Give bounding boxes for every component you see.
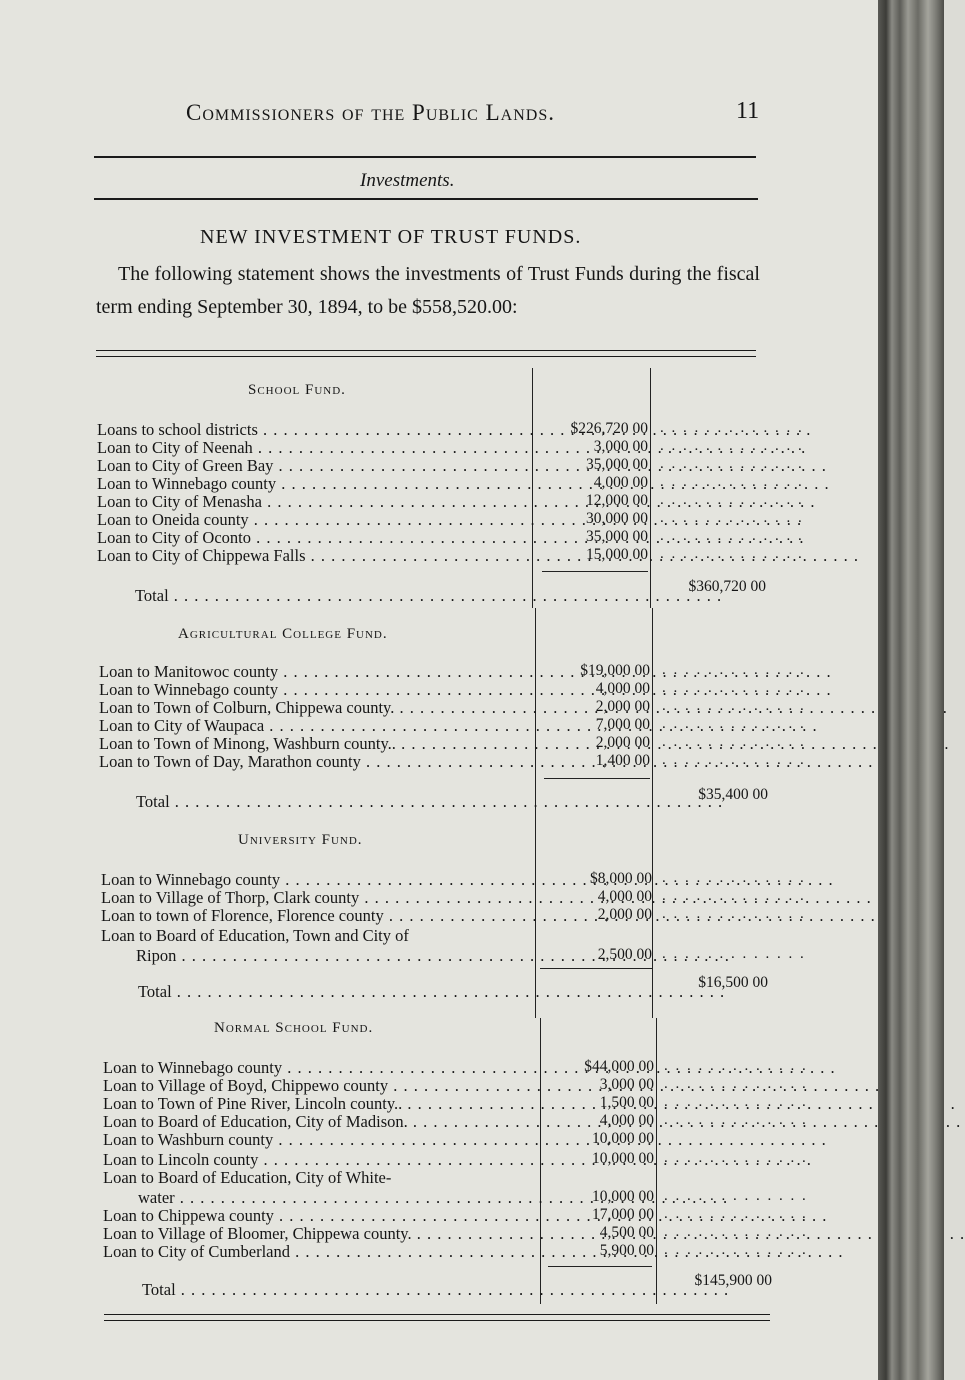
row-amount: $226,720 00 [570, 420, 648, 437]
row-amount: 1,400 00 [595, 752, 650, 769]
row-amount: 4,500 00 [599, 1224, 654, 1241]
table-row [0, 528, 804, 547]
row-dots: . . . . . . . . . . . . . [660, 438, 804, 454]
total-label: Total . . . [138, 982, 532, 1002]
fund-heading-school: School Fund. [248, 382, 346, 398]
table-rule-top-2 [96, 356, 756, 357]
table-row [0, 870, 806, 889]
row-dots: . . . . . . . . . . . . . [664, 1224, 808, 1240]
table-row [0, 734, 806, 753]
subtotal-rule [542, 571, 648, 572]
row-label: Loan to City of Neenah . . . [97, 438, 527, 458]
row-amount: 15,000 00 [586, 546, 648, 563]
row-dots: . . . . . . . . . . . . . [662, 698, 806, 714]
row-label: Loan to Chippewa county . . . [103, 1206, 535, 1226]
row-label: Loan to City of Cumberland . . . [103, 1242, 515, 1262]
row-label: Loan to Board of Education, City of White- [103, 1168, 392, 1187]
row-label: Loan to Manitowoc county . . . [99, 662, 529, 682]
total-label: Total . . . [136, 792, 530, 812]
row-dots: . . . . . . . . . . . . . [664, 1076, 808, 1092]
row-dots: . . . . . . . . . . . . . [662, 752, 806, 768]
row-amount: $8,000 00 [590, 870, 652, 887]
table-row-continuation [0, 1188, 808, 1207]
row-amount: 4,000 00 [595, 680, 650, 697]
row-dots: . . . . . . . . . . . . . [662, 946, 806, 962]
row-dots: . . . . . . . . . . . . . [662, 906, 806, 922]
row-amount: 4,000 00 [599, 1112, 654, 1129]
row-dots: . . . . . . . . . . . . . [662, 870, 806, 886]
row-dots: . . . . . . . . . . . . . [662, 888, 806, 904]
row-amount: 10,000 00 [592, 1188, 654, 1205]
table-row [0, 1094, 808, 1113]
table-rule-bottom-1 [104, 1314, 770, 1315]
row-amount: 2,000 00 [595, 734, 650, 751]
row-amount: 30,000 00 [586, 510, 648, 527]
row-amount: 1,500 00 [599, 1094, 654, 1111]
table-row [0, 438, 804, 457]
row-label: Loan to Town of Minong, Washburn county.. . . . [99, 734, 529, 754]
row-amount: 2,500 00 [597, 946, 652, 963]
row-amount: 10,000 00 [592, 1130, 654, 1147]
row-dots: . . . . . . . . . . . . . [664, 1206, 808, 1222]
table-row [0, 888, 806, 907]
row-label: Loan to Winnebago county . . . [101, 870, 531, 890]
row-label: Loans to school districts . . . [97, 420, 527, 440]
row-amount: 35,000 00 [586, 528, 648, 545]
table-rule-top-1 [96, 350, 756, 351]
row-dots: . . . . . . . . . . . . . [660, 510, 804, 526]
row-dots: . . . . . . . . . . . . . [664, 1058, 808, 1074]
intro-paragraph: The following statement shows the investments of Trust Funds during the fiscal term ending September 30, 1894, to be $558,520.00: [96, 263, 760, 318]
total-amount: $35,400 00 [698, 786, 768, 803]
row-dots: . . . . . . . . . . . . . [660, 474, 804, 490]
row-dots: . . . . . . . . . . . . . [664, 1188, 808, 1204]
row-label: Loan to City of Menasha . . . [97, 492, 527, 512]
row-amount: 4,000 00 [597, 888, 652, 905]
table-row [0, 1168, 780, 1187]
row-dots: . . . . . . . . . . . . . [664, 1112, 808, 1128]
row-dots: . . . . . . . . . . . . . [662, 662, 806, 678]
row-amount: 5,900 00 [599, 1242, 654, 1259]
row-label: Loan to Washburn county . . . [103, 1130, 535, 1150]
row-label: Loan to Winnebago county . . . [103, 1058, 535, 1078]
table-row [0, 1150, 808, 1169]
row-amount: 4,000 00 [593, 474, 648, 491]
row-dots: . . . . . . . . . . . . . [660, 528, 804, 544]
row-label: Loan to City of Waupaca . . . [99, 716, 529, 736]
total-amount: $360,720 00 [688, 578, 766, 595]
table-row [0, 1130, 780, 1149]
row-amount: 7,000 00 [595, 716, 650, 733]
table-row [0, 1112, 808, 1131]
table-row [0, 510, 804, 529]
total-amount: $16,500 00 [698, 974, 768, 991]
row-dots: . . . . . . . . . . . . . [660, 546, 804, 562]
table-row [0, 420, 804, 439]
table-row [0, 474, 804, 493]
table-row [0, 716, 806, 735]
row-label: Loan to City of Oconto . . . [97, 528, 527, 548]
row-label: Loan to Oneida county . . . [97, 510, 527, 530]
table-row [0, 906, 806, 925]
row-label: Loan to Village of Boyd, Chippewo county . . . [103, 1076, 535, 1096]
total-label: Total . . . [135, 586, 527, 606]
row-label: Loan to town of Florence, Florence county . . . [101, 906, 531, 926]
table-rule-bottom-2 [104, 1320, 770, 1321]
row-label: Loan to Lincoln county . . . [103, 1150, 535, 1170]
row-dots: . . . . . . . . . . . . . [662, 680, 806, 696]
row-amount: 2,000 00 [595, 698, 650, 715]
table-row [0, 1242, 808, 1261]
table-row [0, 1058, 808, 1077]
row-amount: 17,000 00 [592, 1206, 654, 1223]
row-amount: $44,000 00 [584, 1058, 654, 1075]
main-title: NEW INVESTMENT OF TRUST FUNDS. [200, 226, 582, 248]
row-dots: . . . . . . . . . . . . . [662, 716, 806, 732]
row-amount: 3,000 00 [593, 438, 648, 455]
row-label: Loan to Board of Education, Town and City of [101, 926, 409, 945]
row-label: Loan to Town of Colburn, Chippewa county. . . . [99, 698, 529, 718]
row-amount: 2,000 00 [597, 906, 652, 923]
table-row [0, 1206, 808, 1225]
subtotal-rule [544, 778, 650, 779]
row-label-continuation: Ripon . . . [136, 946, 532, 966]
row-dots: . . . . . . . . . . . . . [664, 1242, 808, 1258]
row-label: Loan to Town of Day, Marathon county . . . [99, 752, 529, 772]
fund-heading-normal-school: Normal School Fund. [214, 1020, 374, 1036]
fund-heading-university: University Fund. [238, 832, 363, 848]
row-dots: . . . . . . . . . . . . . [660, 492, 804, 508]
page-number: 11 [736, 98, 760, 124]
row-amount: 35,000 00 [586, 456, 648, 473]
row-label: Loan to Village of Bloomer, Chippewa county. . . . [103, 1224, 539, 1244]
table-row [0, 926, 780, 945]
row-amount: 12,000 00 [586, 492, 648, 509]
table-row [0, 752, 806, 771]
row-label: Loan to Winnebago county . . . [97, 474, 527, 494]
row-dots: . . . . . . . . . . . . . [660, 420, 804, 436]
total-label: Total . . . [142, 1280, 536, 1300]
row-label: Loan to City of Chippewa Falls . . . [97, 546, 527, 566]
row-dots: . . . . . . . . . . . . . [664, 1150, 808, 1166]
row-amount: 3,000 00 [599, 1076, 654, 1093]
total-amount: $145,900 00 [694, 1272, 772, 1289]
row-label: Loan to City of Green Bay . . . [97, 456, 527, 476]
fund-heading-agricultural: Agricultural College Fund. [178, 626, 388, 642]
header-rule-bottom [94, 198, 758, 200]
table-row [0, 546, 804, 565]
book-binding-edge [878, 0, 944, 1380]
row-dots: . . . . . . . . . . . . . [664, 1094, 808, 1110]
row-amount: $19,000 00 [580, 662, 650, 679]
table-row [0, 1224, 808, 1243]
row-label: Loan to Town of Pine River, Lincoln county.. . . . [103, 1094, 535, 1114]
running-title: Commissioners of the Public Lands. [186, 100, 555, 125]
table-row [0, 698, 806, 717]
row-label: Loan to Board of Education, City of Madison. . . . [103, 1112, 535, 1132]
table-row [0, 662, 806, 681]
row-label: Loan to Winnebago county . . . [99, 680, 529, 700]
table-row-continuation [0, 946, 806, 965]
subtotal-rule [548, 1266, 652, 1267]
row-dots: . . . . . . . . . . . . . [662, 734, 806, 750]
table-row [0, 680, 806, 699]
row-dots: . . . . . . . . . . . . . [660, 456, 804, 472]
row-label: Loan to Village of Thorp, Clark county . . . [101, 888, 531, 908]
table-row [0, 456, 804, 475]
subtotal-rule [540, 968, 652, 969]
row-amount: 10,000 00 [592, 1150, 654, 1167]
section-heading: Investments. [360, 170, 455, 191]
header-rule-top [94, 156, 756, 158]
table-row [0, 1076, 808, 1095]
row-label-continuation: water . . . [138, 1188, 536, 1208]
table-row [0, 492, 804, 511]
